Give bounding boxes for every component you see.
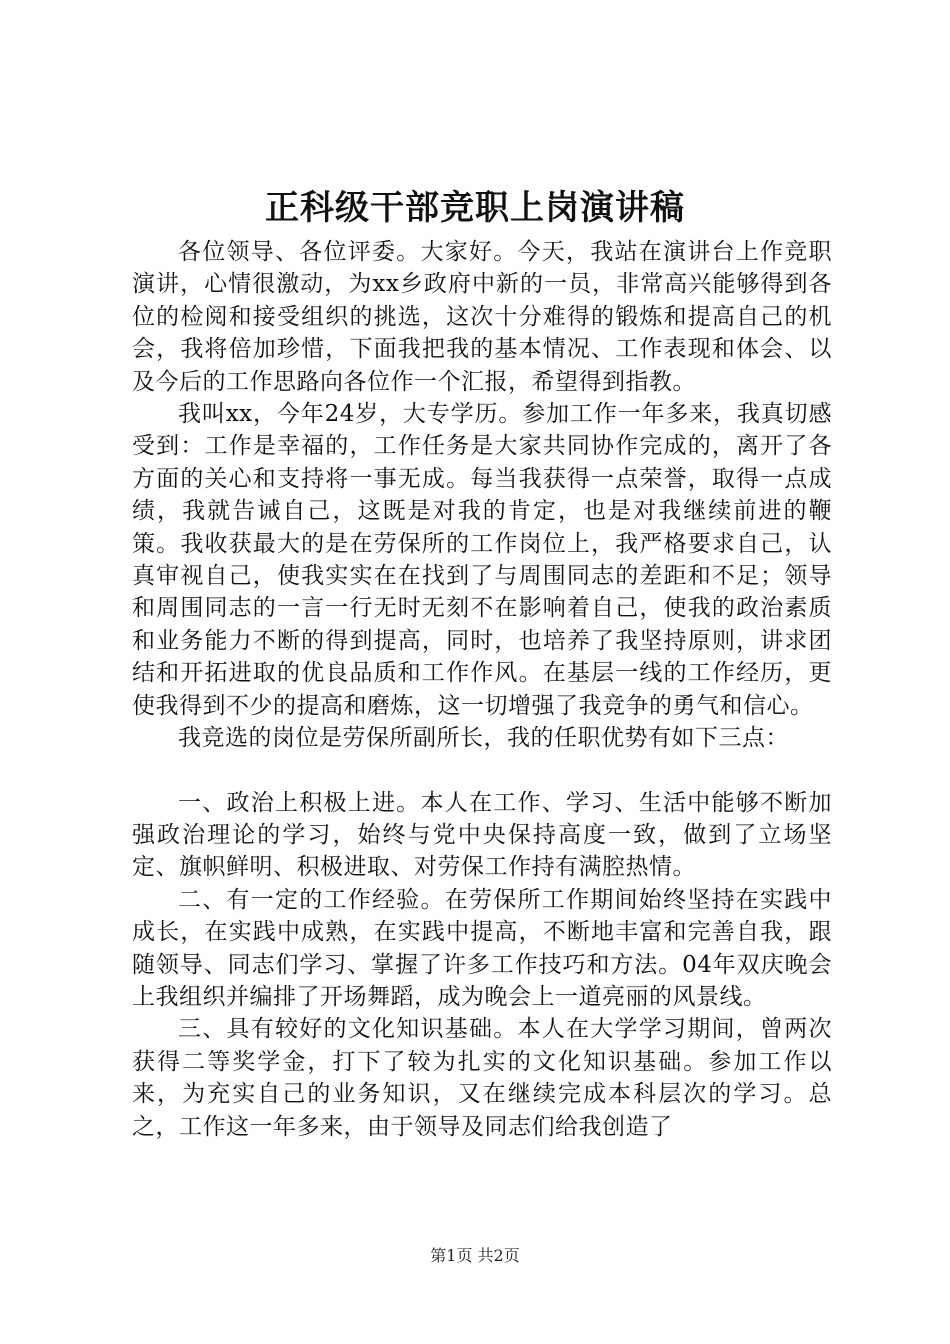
paragraph-advantage-one: 一、政治上积极上进。本人在工作、学习、生活中能够不断加强政治理论的学习，始终与党中央保持高度一致，做到了立场坚定、旗帜鲜明、积极进取、对劳保工作持有满腔热情。 bbox=[132, 789, 832, 881]
paragraph-advantage-two: 二、有一定的工作经验。在劳保所工作期间始终坚持在实践中成长，在实践中成熟，在实践中提高，不断地丰富和完善自我，跟随领导、同志们学习、掌握了许多工作技巧和方法。04年双庆晚会上我组织并编排了开场舞蹈，成为晚会上一道亮丽的风景线。 bbox=[132, 886, 832, 1010]
paragraph-greeting: 各位领导、各位评委。大家好。今天，我站在演讲台上作竞职演讲，心情很激动，为xx乡政府中新的一员，非常高兴能够得到各位的检阅和接受组织的挑选，这次十分难得的锻炼和提高自己的机会，我将倍加珍惜，下面我把我的基本情况、工作表现和体会、以及今后的工作思路向各位作一个汇报，希望得到指教。 bbox=[132, 239, 832, 395]
paragraph-spacer bbox=[132, 755, 832, 787]
page-number-footer: 第1页 共2页 bbox=[430, 1246, 520, 1265]
document-title: 正科级干部竞职上岗演讲稿 bbox=[265, 188, 685, 228]
paragraph-self-introduction: 我叫xx，今年24岁，大专学历。参加工作一年多来，我真切感受到：工作是幸福的，工作任务是大家共同协作完成的，离开了各方面的关心和支持将一事无成。每当我获得一点荣誉，取得一点成绩，我就告诫自己，这既是对我的肯定，也是对我继续前进的鞭策。我收获最大的是在劳保所的工作岗位上，我严格要求自己，认真审视自己，使我实实在在找到了与周围同志的差距和不足；领导和周围同志的一言一行无时无刻不在影响着自己，使我的政治素质和业务能力不断的得到提高，同时，也培养了我坚持原则，讲求团结和开拓进取的优良品质和工作作风。在基层一线的工作经历，更使我得到不少的提高和磨炼，这一切增强了我竞争的勇气和信心。 bbox=[132, 401, 832, 719]
paragraph-advantage-three: 三、具有较好的文化知识基础。本人在大学学习期间，曾两次获得二等奖学金，打下了较为扎实的文化知识基础。参加工作以来，为充实自己的业务知识，又在继续完成本科层次的学习。总之，工作这一年多来，由于领导及同志们给我创造了 bbox=[132, 1016, 832, 1140]
document-body bbox=[132, 236, 832, 1143]
paragraph-position-statement: 我竞选的岗位是劳保所副所长，我的任职优势有如下三点： bbox=[178, 725, 789, 752]
